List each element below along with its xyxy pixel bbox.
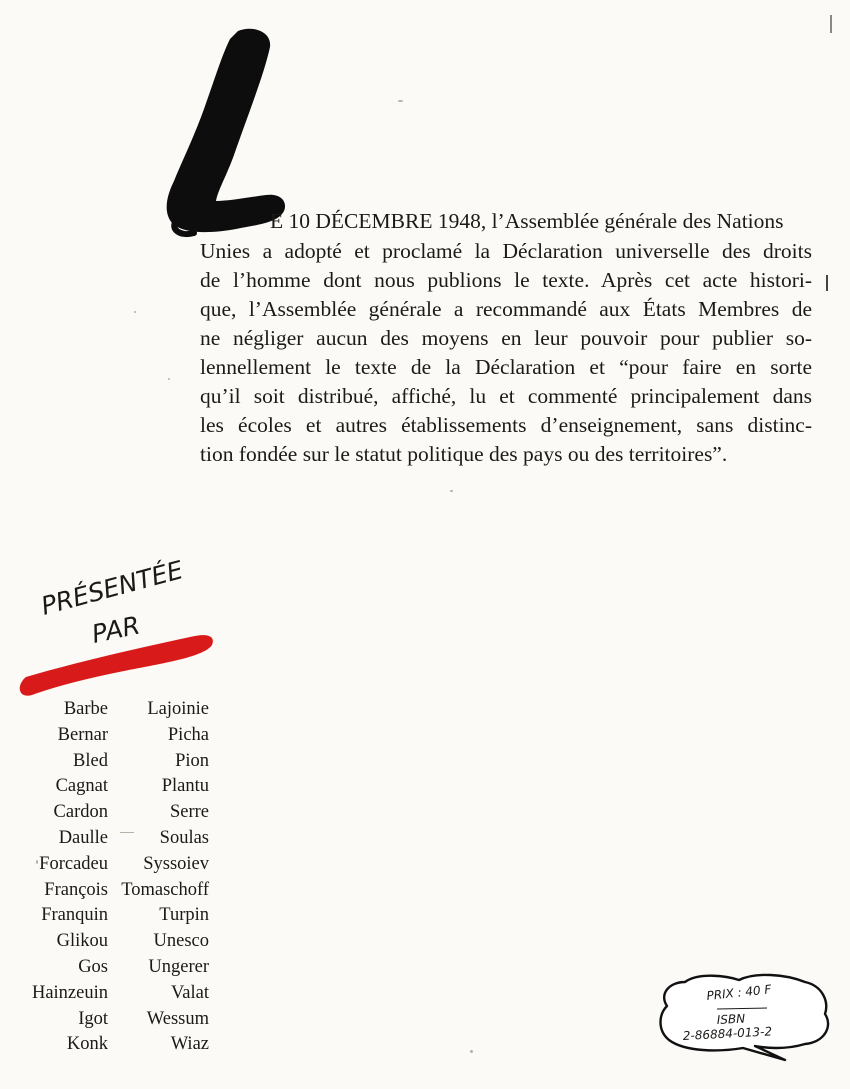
contributor-name: Ungerer — [148, 956, 209, 977]
intro-line: lennellement le texte de la Déclaration et “pour faire en sorte — [200, 355, 812, 379]
paper-speck — [398, 100, 403, 102]
contributor-name: Valat — [170, 982, 209, 1003]
contributor-name: Hainzeuin — [31, 982, 108, 1003]
paper-speck — [470, 1050, 473, 1053]
isbn-label: ISBN — [716, 1011, 746, 1027]
contributor-name: Barbe — [63, 699, 108, 719]
contributor-name: Pion — [175, 750, 209, 771]
intro-line: tion fondée sur le statut politique des pays ou des territoires”. — [200, 442, 728, 466]
price-text: PRIX : 40 F — [705, 982, 772, 1003]
page-edge-mark — [826, 275, 828, 291]
contributor-name: Cagnat — [55, 776, 108, 797]
contributor-name: Daulle — [58, 827, 108, 848]
contributor-name: Cardon — [53, 802, 108, 823]
presented-by-line2: PAR — [89, 610, 143, 649]
contributor-name: Serre — [169, 802, 209, 823]
page-edge-mark — [830, 15, 832, 33]
contributor-name: Glikou — [56, 931, 108, 952]
contributors-left-column — [32, 697, 108, 1058]
intro-line: les écoles et autres établissements d’enseignement, sans distinc- — [200, 413, 812, 437]
contributor-name: Soulas — [159, 827, 209, 848]
contributor-name: Picha — [167, 724, 209, 745]
paper-speck — [134, 311, 136, 313]
intro-line: E 10 DÉCEMBRE 1948, l’Assemblée générale des Nations — [270, 209, 784, 233]
contributor-name: Wiaz — [170, 1034, 209, 1055]
contributor-name: Konk — [66, 1034, 108, 1055]
presented-by-label — [14, 545, 224, 715]
contributor-name: Plantu — [161, 776, 209, 797]
contributor-name: Bernar — [57, 724, 108, 745]
presented-by-line1: PRÉSENTÉE — [38, 555, 187, 621]
contributor-name: Tomaschoff — [121, 879, 209, 900]
isbn-number: 2-86884-013-2 — [682, 1024, 773, 1043]
paper-speck — [450, 490, 453, 492]
intro-line: que, l’Assemblée générale a recommandé aux États Membres de — [200, 297, 812, 321]
contributor-name: Bled — [73, 750, 108, 771]
paper-speck — [168, 378, 170, 380]
intro-line: de l’homme dont nous publions le texte. Après cet acte histori- — [200, 268, 812, 292]
contributor-name: François — [44, 879, 108, 900]
drop-cap-l-brush — [160, 25, 290, 240]
price-isbn-bubble — [655, 968, 835, 1063]
contributor-name: Unesco — [153, 931, 209, 952]
contributor-name: Forcadeu — [39, 853, 108, 874]
intro-line: Unies a adopté et proclamé la Déclaration universelle des droits — [200, 239, 812, 263]
contributor-name: Igot — [78, 1008, 108, 1029]
intro-line: qu’il soit distribué, affiché, lu et commenté principalement dans — [200, 384, 812, 408]
contributor-name: Wessum — [146, 1008, 209, 1029]
contributor-name: Gos — [78, 956, 108, 977]
contributor-name: Lajoinie — [147, 699, 209, 719]
contributors-right-column — [121, 697, 209, 1058]
intro-line: ne négliger aucun des moyens en leur pouvoir pour publier so- — [200, 326, 812, 350]
contributor-name: Syssoiev — [143, 853, 209, 874]
contributor-name: Turpin — [159, 905, 209, 926]
contributor-name: Franquin — [41, 905, 108, 926]
